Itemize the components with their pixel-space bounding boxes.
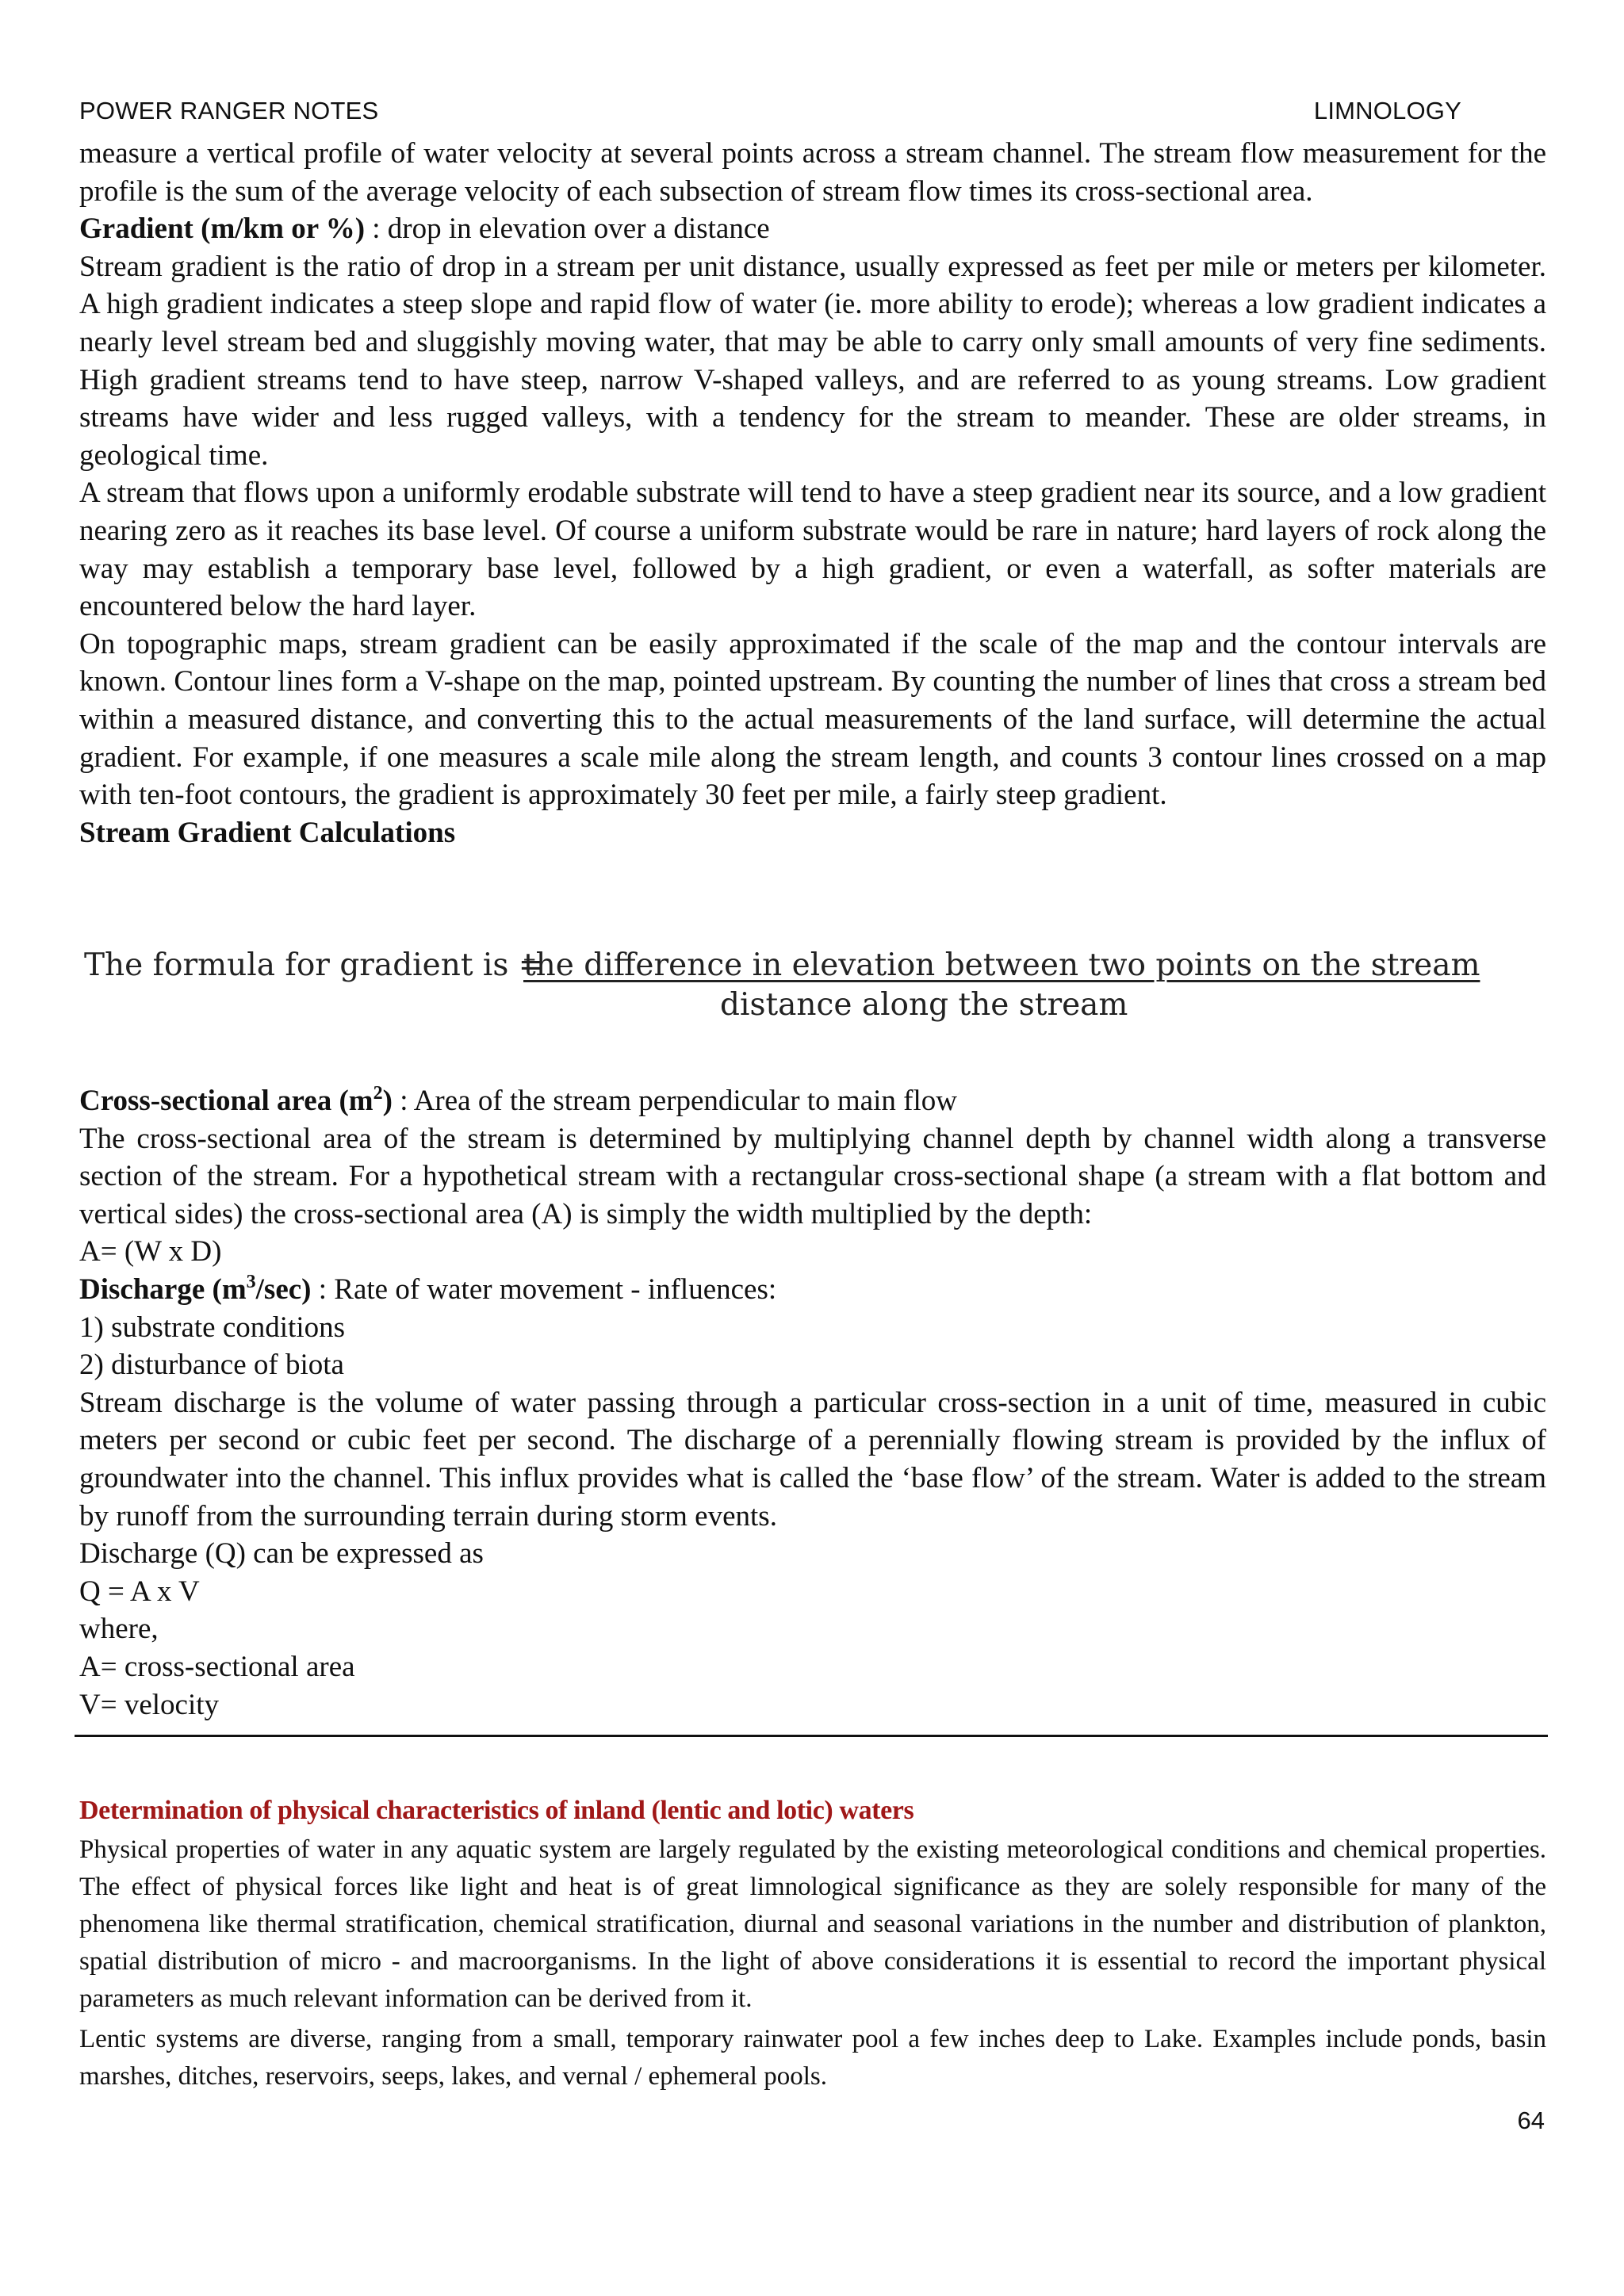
discharge-paragraph: Stream discharge is the volume of water passing through a particular cross-section in a unit of time, measured in cubic meters per second or cubic feet per second. The discharge of a perennially flowing stream is provided by the influx of groundwater into the channel. This influx provides what is called the ‘base flow’ of the stream. Water is added to the stream by runoff from the surrounding terrain during storm events. (79, 1386, 1546, 1533)
discharge-equation: Q = A x V (79, 1575, 200, 1608)
discharge-heading-line (79, 1271, 1546, 1309)
gradient-paragraph-3: On topographic maps, stream gradient can be easily approximated if the scale of the map and the contour intervals are known. Contour lines form a V-shape on the map, pointed upstream. By counting the number of lines that cross a stream bed within a measured distance, and converting this to the actual measurements of the land surface, will determine the actual gradient. For example, if one measures a scale mile along the stream length, and counts 3 contour lines crossed on a map with ten-foot contours, the gradient is approximately 30 feet per mile, a fairly steep gradient. (79, 627, 1546, 812)
body-top (79, 135, 1546, 851)
formula-denominator: distance along the stream (720, 987, 1128, 1023)
discharge-line-where: where, (79, 1613, 159, 1646)
intro-paragraph: measure a vertical profile of water velocity at several points across a stream channel. The stream flow measurement for the profile is the sum of the average velocity of each subsection of stream flow times its cross-sectional area. (79, 137, 1546, 208)
gradient-paragraph-1: Stream gradient is the ratio of drop in a stream per unit distance, usually expressed as feet per mile or meters per kilometer. A high gradient indicates a steep slope and rapid flow of water (ie. more ability to erode); whereas a low gradient indicates a nearly level stream bed and sluggishly moving water, that may be able to carry only small amounts of very fine sediments. High gradient streams tend to have steep, narrow V-shaped valleys, and are referred to as young streams. Low gradient streams have wider and less rugged valleys, with a tendency for the stream to meander. These are older streams, in geological time. (79, 250, 1546, 472)
header-title: POWER RANGER NOTES (79, 97, 379, 124)
cross-definition: : Area of the stream perpendicular to main flow (392, 1085, 957, 1117)
gradient-heading-line (79, 210, 1546, 248)
section-divider (75, 1735, 1548, 1737)
discharge-item-1: 1) substrate conditions (79, 1311, 346, 1344)
discharge-line-velocity: V= velocity (79, 1688, 220, 1721)
discharge-heading: Discharge $(m^3/\sec)$ (79, 1271, 312, 1306)
body-middle (79, 1082, 1546, 1724)
discharge-line-1: Discharge (Q) can be expressed as (79, 1537, 484, 1571)
cross-heading: Cross-sectional area $(m^2)$ (79, 1083, 393, 1117)
discharge-line-area: A= cross-sectional area (79, 1650, 355, 1683)
discharge-definition: : Rate of water movement - influences: (311, 1272, 777, 1306)
page-number: 64 (1517, 2107, 1545, 2134)
body-bottom (79, 1831, 1546, 2095)
physical-paragraph-1: Physical properties of water in any aquatic system are largely regulated by the existing meteorological conditions and chemical properties. The effect of physical forces like light and heat is of great limnological significance as they are solely responsible for many of the phenomena like thermal stratification, chemical stratification, diurnal and seasonal variations in the number and distribution of plankton, spatial distribution of micro - and macroorganisms. In the light of above considerations it is essential to record the important physical parameters as much relevant information can be derived from it. (79, 1835, 1546, 2013)
formula-lhs: The formula for gradient is = (84, 947, 545, 983)
calc-heading: Stream Gradient Calculations (79, 816, 456, 849)
cross-paragraph: The cross-sectional area of the stream is determined by multiplying channel depth by channel width along a transverse section of the stream. For a hypothetical stream with a rectangular cross-sectional shape (a stream with a flat bottom and vertical sides) the cross-sectional area (A) is simply the width multiplied by the depth: (79, 1122, 1546, 1230)
calc-heading-line (79, 814, 1546, 852)
physical-paragraph-2: Lentic systems are diverse, ranging from a small, temporary rainwater pool a few inches deep to Lake. Examples include ponds, basin marshes, ditches, reservoirs, seeps, lakes, and vernal / ephemeral pools. (79, 2025, 1546, 2091)
discharge-item-2: 2) disturbance of biota (79, 1349, 344, 1382)
cross-equation: A= (W x D) (79, 1235, 222, 1269)
physical-section-title: Determination of physical characteristics of inland (lentic and lotic) waters (79, 1796, 914, 1825)
gradient-heading: Gradient (m/km or %) (79, 212, 366, 246)
gradient-formula (79, 947, 1507, 1035)
gradient-paragraph-2: A stream that flows upon a uniformly erodable substrate will tend to have a steep gradient near its source, and a low gradient nearing zero as it reaches its base level. Of course a uniform substrate would be rare in nature; hard layers of rock along the way may establish a temporary base level, followed by a high gradient, or even a waterfall, as softer materials are encountered below the hard layer. (79, 476, 1546, 623)
gradient-definition: : drop in elevation over a distance (365, 212, 770, 246)
cross-heading-line (79, 1082, 1546, 1120)
header-subject: LIMNOLOGY (1313, 97, 1461, 124)
formula-numerator: the difference in elevation between two points on the stream (523, 947, 1480, 983)
